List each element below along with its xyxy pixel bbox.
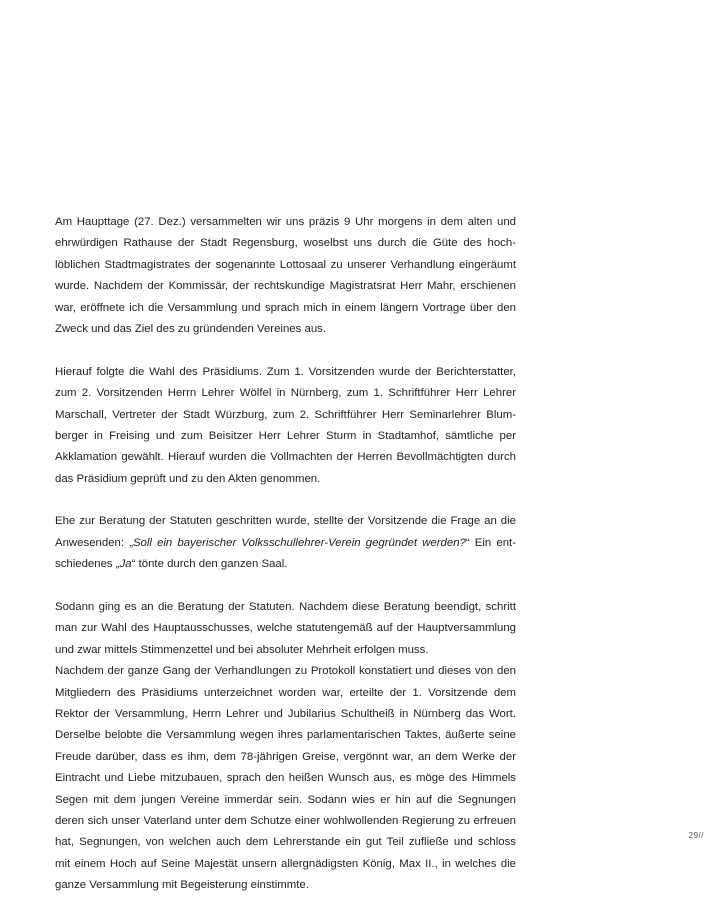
text-line: löblichen Stadtmagistrates der sogenannte Lottosaal zu unserer Verhandlung eingeräumt bbox=[55, 258, 516, 271]
text-line: ehrwürdigen Rathause der Stadt Regensburg, woselbst uns durch die Güte des hoch- bbox=[55, 237, 516, 250]
text-line: und zwar mittels Stimmenzettel und bei absoluter Mehrheit erfolgen muss. bbox=[55, 643, 429, 656]
text-run: schiedenes „ bbox=[55, 558, 120, 571]
text-line: berger in Freising und zum Beisitzer Herr Lehrer Sturm in Stadtamhof, sämtliche per bbox=[55, 429, 516, 442]
text-line: war, eröffnete ich die Versammlung und sprach mich in einem längern Vortrage über den bbox=[55, 301, 516, 314]
text-line: deren sich unser Vaterland unter dem Schutze einer wohlwollenden Regierung zu erfreuen bbox=[55, 814, 516, 827]
text-line: Freude darüber, dass es ihm, dem 78-jährigen Greise, vergönnt war, an dem Werke der bbox=[55, 750, 516, 763]
text-line: Nachdem der ganze Gang der Verhandlungen zu Protokoll konstatiert und dieses von den bbox=[55, 665, 516, 678]
paragraph-4 bbox=[55, 597, 516, 896]
text-line: man zur Wahl des Hauptausschusses, welche statutengemäß auf der Hauptversammlung bbox=[55, 622, 516, 635]
text-line: Segen mit dem jungen Vereine immerdar sein. Sodann wies er hin auf die Segnungen bbox=[55, 793, 516, 806]
text-line: wurde. Nachdem der Kommissär, der rechtskundige Magistratsrat Herr Mahr, erschienen bbox=[55, 280, 516, 293]
text-line bbox=[55, 554, 516, 575]
text-line: Akklamation gewählt. Hierauf wurden die Vollmachten der Herren Bevollmächtigten durch bbox=[55, 451, 516, 464]
text-line: Mitgliedern des Präsidiums unterzeichnet worden war, erteilte der 1. Vorsitzende dem bbox=[55, 686, 516, 699]
text-line: ganze Versammlung mit Begeisterung einstimmte. bbox=[55, 879, 309, 892]
text-run: “ tönte durch den ganzen Saal. bbox=[131, 558, 288, 571]
text-run: Anwesenden: „ bbox=[55, 536, 133, 549]
page-number: 29 bbox=[688, 831, 699, 840]
paragraph-2 bbox=[55, 362, 516, 490]
footer-mark: // bbox=[698, 831, 704, 840]
text-line: Derselbe belobte die Versammlung wegen ihres parlamentarischen Taktes, äußerte seine bbox=[55, 729, 516, 742]
page-footer bbox=[689, 831, 704, 840]
paragraph-gap bbox=[55, 340, 516, 361]
text-line: Sodann ging es an die Beratung der Statuten. Nachdem diese Beratung beendigt, schritt bbox=[55, 601, 516, 614]
body-text bbox=[55, 212, 516, 897]
paragraph-gap bbox=[55, 576, 516, 597]
text-line: Ehe zur Beratung der Statuten geschritten wurde, stellte der Vorsitzende die Frage an die bbox=[55, 515, 516, 528]
text-line: hat, Segnungen, von welchen auch dem Lehrerstande ein gut Teil zufließe und schloss bbox=[55, 836, 516, 849]
paragraph-gap bbox=[55, 490, 516, 511]
text-line: Marschall, Vertreter der Stadt Würzburg, zum 2. Schriftführer Herr Seminarlehrer Blum- bbox=[55, 408, 516, 421]
text-line: Hierauf folgte die Wahl des Präsidiums. Zum 1. Vorsitzenden wurde der Berichterstatter, bbox=[55, 365, 516, 378]
text-line: Eintracht und Liebe mitzubauen, sprach den heißen Wunsch aus, es möge des Himmels bbox=[55, 772, 516, 785]
paragraph-3 bbox=[55, 511, 516, 575]
quoted-answer: Ja bbox=[119, 558, 132, 571]
text-line: Rektor der Versammlung, Herrn Lehrer und Jubilarius Schultheiß in Nürnberg das Wort. bbox=[55, 707, 516, 720]
quoted-question: Soll ein bayerischer Volksschullehrer-Verein gegründet werden? bbox=[132, 536, 466, 549]
text-line: Am Haupttage (27. Dez.) versammelten wir uns präzis 9 Uhr morgens in dem alten und bbox=[55, 216, 516, 228]
text-line bbox=[55, 533, 516, 554]
text-line: Zweck und das Ziel des zu gründenden Vereines aus. bbox=[55, 322, 327, 335]
text-line: mit einem Hoch auf Seine Majestät unsern allergnädigsten König, Max II., in welches die bbox=[55, 857, 516, 870]
text-run: “ Ein ent- bbox=[465, 536, 517, 549]
text-line: das Präsidium geprüft und zu den Akten genommen. bbox=[55, 472, 321, 485]
paragraph-1 bbox=[55, 212, 516, 340]
text-line: zum 2. Vorsitzenden Herrn Lehrer Wölfel in Nürnberg, zum 1. Schriftführer Herr Lehrer bbox=[55, 387, 516, 400]
